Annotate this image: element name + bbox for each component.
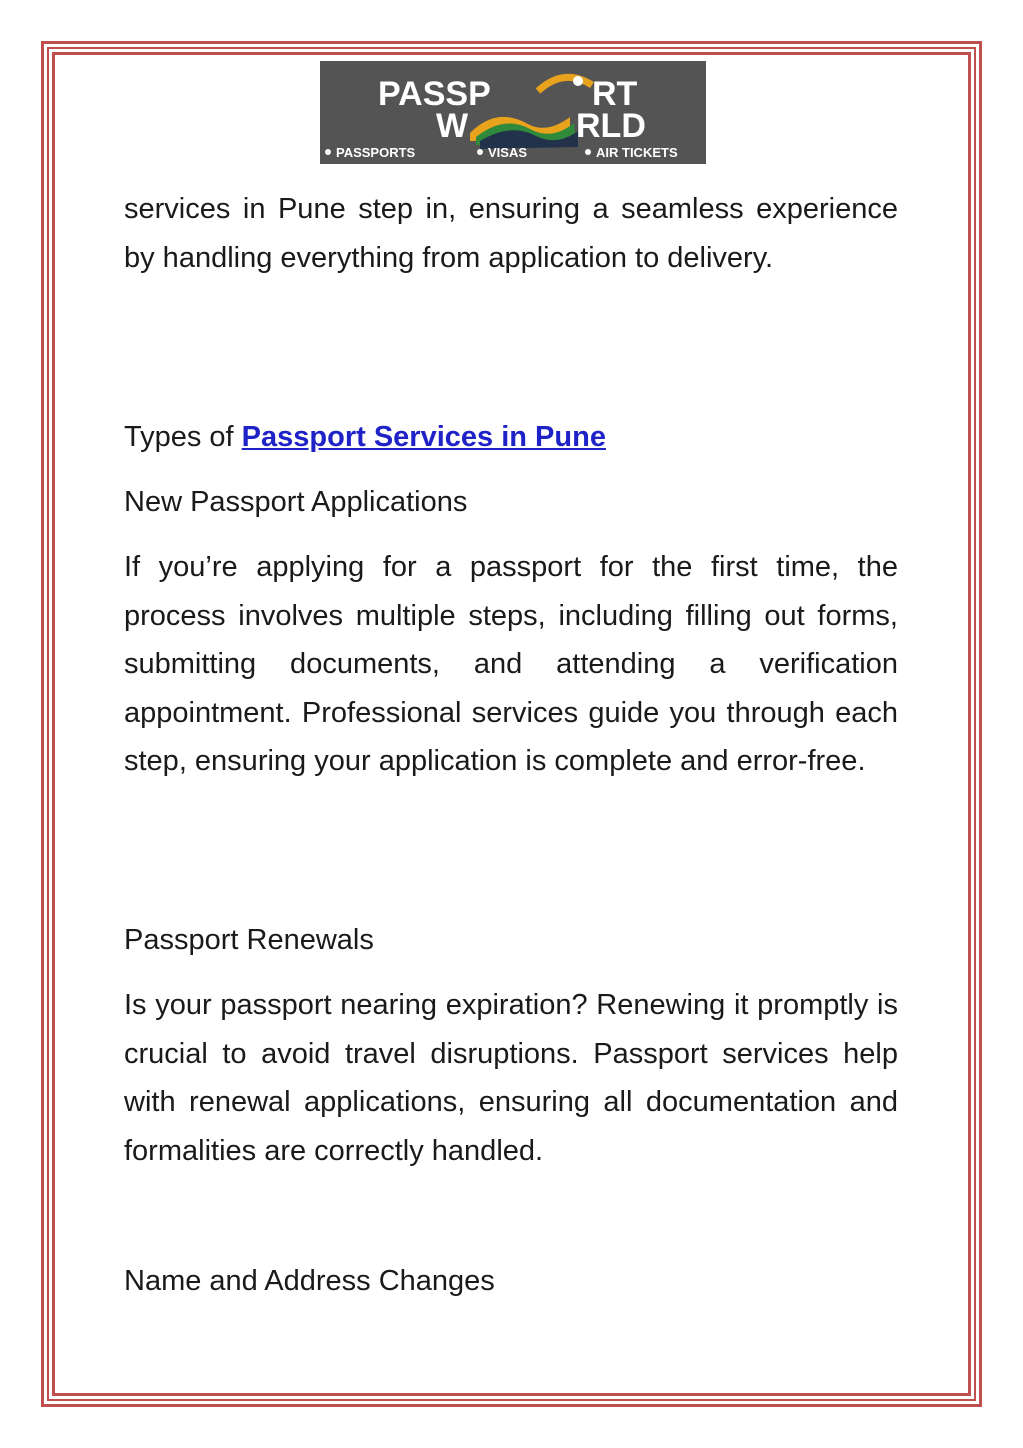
logo-text-line1-right: RT xyxy=(592,75,638,113)
name-address-heading: Name and Address Changes xyxy=(124,1265,495,1297)
logo-tagline-air-tickets: AIR TICKETS xyxy=(596,145,678,160)
new-passport-heading: New Passport Applications xyxy=(124,486,468,518)
passport-services-in-pune-link[interactable]: Passport Services in Pune xyxy=(241,421,606,453)
renewal-heading-block xyxy=(124,916,898,965)
renewal-heading: Passport Renewals xyxy=(124,924,374,956)
logo-sun-arc xyxy=(538,77,592,91)
types-heading-block xyxy=(124,413,898,462)
logo-text-line2-right: RLD xyxy=(576,107,646,145)
types-heading xyxy=(124,413,898,462)
new-passport-block xyxy=(124,543,898,786)
passport-world-logo xyxy=(320,61,706,164)
new-passport-paragraph: If you’re applying for a passport for the first time, the process involves multiple steps, including filling out forms, submitting documents, and attending a verification appointment. Professional services guide you through each step, ensuring your application is complete and error-free. xyxy=(124,551,898,777)
logo-bullet-3 xyxy=(585,149,591,155)
passport-world-logo-graphic xyxy=(320,61,706,164)
renewal-block xyxy=(124,981,898,1175)
name-address-heading-block xyxy=(124,1257,898,1306)
logo-tagline-passports: PASSPORTS xyxy=(336,145,416,160)
logo-tagline-visas: VISAS xyxy=(488,145,528,160)
new-passport-heading-block xyxy=(124,478,898,527)
logo-bullet-1 xyxy=(325,149,331,155)
intro-block xyxy=(124,185,898,282)
logo-text-line1-left: PASSP xyxy=(378,75,491,113)
renewal-paragraph: Is your passport nearing expiration? Renewing it promptly is crucial to avoid travel disruptions. Passport services help with renewal applications, ensuring all documentation and formalities are correctly handled. xyxy=(124,989,898,1167)
logo-text-line2-left: W xyxy=(436,107,469,145)
logo-bullet-2 xyxy=(477,149,483,155)
types-heading-prefix: Types of xyxy=(124,421,242,453)
intro-paragraph: services in Pune step in, ensuring a seamless experience by handling everything from application to delivery. xyxy=(124,193,898,274)
logo-dot xyxy=(573,76,583,86)
